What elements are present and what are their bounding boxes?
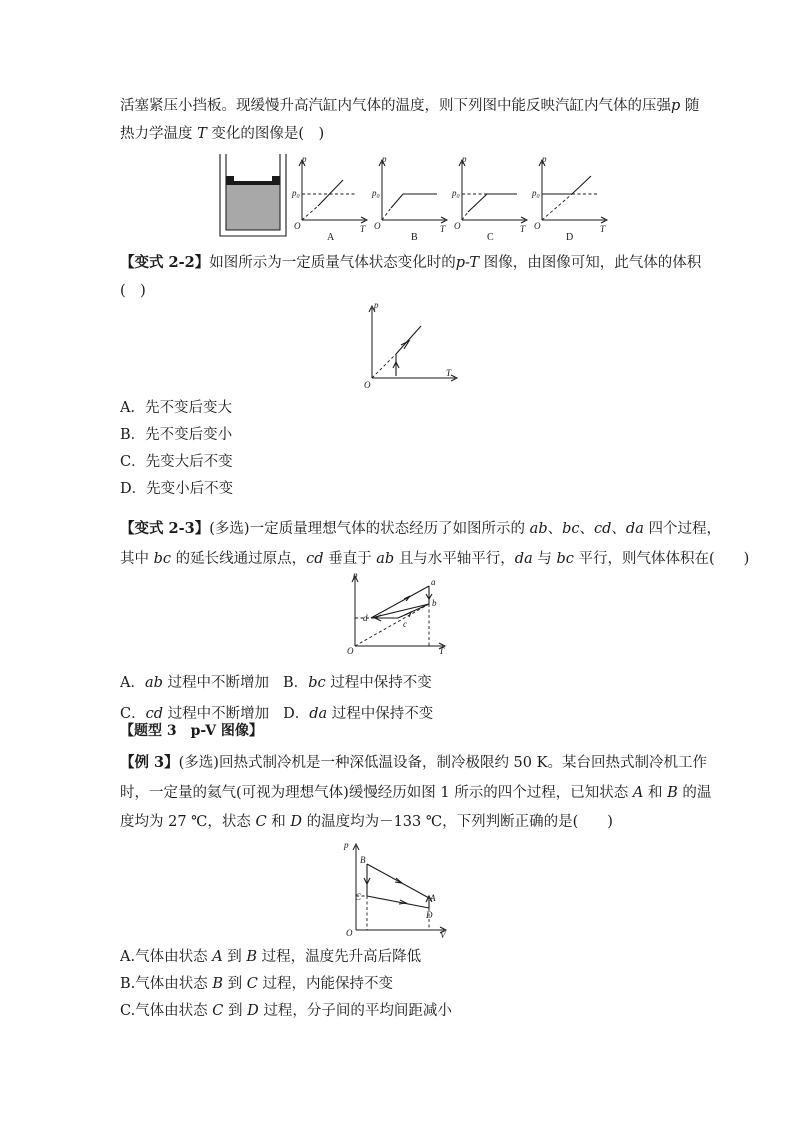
var: B (246, 949, 258, 965)
axis-label-T: T (446, 368, 452, 378)
axis-label-V: V (440, 930, 446, 940)
var-p: p (671, 98, 681, 114)
axis-label-p: p (353, 570, 358, 580)
option-label: B (411, 232, 418, 243)
text: 到 (223, 1003, 248, 1019)
var: bc (308, 675, 326, 691)
ex3-choice-b (120, 974, 393, 994)
ex3-choice-a (120, 947, 421, 967)
axis-label-T: T (520, 224, 526, 234)
figure-v22-pT-graph (360, 300, 470, 392)
p0-label: $p_0$ (292, 188, 300, 200)
var: bc (153, 551, 172, 567)
text: A.气体由状态 (120, 949, 213, 965)
var: cd (306, 551, 324, 567)
v23-choices-ab (120, 673, 432, 693)
question-tag: 【变式 2-3】 (120, 520, 210, 537)
axis-label-T: T (440, 224, 446, 234)
cylinder-diagram (220, 154, 286, 236)
text: 垂直于 (323, 551, 377, 567)
text: 和 (266, 814, 291, 830)
origin-label: O (294, 221, 301, 231)
text: 度均为 27 ℃，状态 (120, 814, 256, 830)
graph-option-c (451, 154, 527, 243)
origin-label: O (347, 646, 354, 656)
text: 过程，温度先升高后降低 (257, 949, 422, 965)
var: ab (144, 675, 163, 691)
graph-option-a (291, 154, 367, 243)
text: 活塞紧压小挡板。现缓慢升高汽缸内气体的温度，则下列图中能反映汽缸内气体的压强 (120, 98, 671, 114)
sep: 、 (579, 521, 595, 537)
point-c-label: c (403, 619, 407, 629)
var: C (212, 1003, 224, 1019)
p0-label: $p_0$ (372, 188, 380, 200)
option-label: C (487, 232, 494, 243)
option-label: A (327, 232, 335, 243)
var: bc (562, 521, 580, 537)
section-heading: 【题型 3 p-V 图像】 (120, 723, 263, 739)
v23-line-1 (120, 519, 721, 539)
figure-ex3-pV-graph (342, 838, 454, 938)
axis-label-T: T (600, 224, 606, 234)
point-b-label: b (432, 598, 437, 608)
var: cd (594, 521, 612, 537)
text: 过程，分子间的平均间距减小 (258, 1003, 452, 1019)
var-pT: p-T (455, 255, 480, 271)
choice-c-prefix: C． (120, 706, 146, 722)
choice-b-prefix: B． (283, 675, 309, 691)
var: ab (376, 551, 395, 567)
question-tag: 【例 3】 (120, 754, 179, 771)
point-a-label: a (431, 577, 436, 587)
var-T: T (197, 126, 207, 142)
choice-b-text: 过程中保持不变 (325, 675, 432, 691)
origin-label: O (454, 221, 461, 231)
text: 到 (222, 949, 247, 965)
p0-label: $p_0$ (532, 188, 540, 200)
choice-a-text: 过程中不断增加 (162, 675, 270, 691)
choice-d-prefix: D． (283, 706, 310, 722)
v22-choice-d: D．先变小后不变 (120, 481, 234, 497)
var: D (290, 814, 302, 830)
axis-label-T: T (439, 646, 445, 656)
text: (多选)一定质量理想气体的状态经历了如图所示的 (209, 521, 530, 537)
axis-label-p: p (302, 154, 307, 164)
graph-option-b (371, 154, 447, 243)
text: 随 (680, 98, 700, 114)
origin-label: O (364, 380, 371, 390)
sep: 、 (547, 521, 563, 537)
axis-label-p: p (462, 154, 467, 164)
ex3-line-3 (120, 812, 613, 832)
point-D-label: D (426, 910, 433, 920)
var: da (309, 706, 328, 722)
v22-line-1 (120, 253, 701, 273)
var: B (667, 785, 678, 801)
text: 变化的图像是( ) (206, 126, 325, 142)
var: C (255, 814, 267, 830)
answer-blank: ( ) (120, 283, 146, 299)
point-B-label: B (360, 855, 366, 865)
var: A (212, 949, 223, 965)
ex3-line-1 (120, 753, 707, 773)
origin-label: O (534, 221, 541, 231)
question-tag: 【变式 2-2】 (120, 254, 210, 271)
text: 到 (223, 976, 247, 992)
ex3-line-2 (120, 783, 711, 803)
text: 的温度均为－133 ℃，下列判断正确的是( ) (301, 814, 613, 830)
text: 且与水平轴平行， (394, 551, 515, 567)
v22-choice-b: B．先不变后变小 (120, 427, 233, 443)
graph-option-d (531, 154, 607, 243)
text: 的延长线通过原点， (171, 551, 307, 567)
var: da (514, 551, 533, 567)
point-C-label: C (355, 892, 362, 902)
text: 和 (643, 785, 668, 801)
v22-choice-c: C．先变大后不变 (120, 454, 233, 470)
var: B (212, 976, 224, 992)
text: 图像，由图像可知，此气体的体积 (479, 255, 702, 271)
text: B.气体由状态 (120, 976, 213, 992)
var: bc (556, 551, 574, 567)
text: 其中 (120, 551, 154, 567)
figure-cylinder-options (210, 150, 606, 243)
choice-a-prefix: A． (120, 675, 145, 691)
text: 平行，则气体体积在( ) (573, 551, 750, 567)
text: 过程，内能保持不变 (257, 976, 393, 992)
text: (多选)回热式制冷机是一种深低温设备，制冷极限约 50 K。某台回热式制冷机工作 (178, 755, 707, 771)
text: 时，一定量的氦气(可视为理想气体)缓慢经历如图 1 所示的四个过程，已知状态 (120, 785, 633, 801)
axis-label-p: p (374, 300, 379, 310)
text: 热力学温度 (120, 126, 198, 142)
axis-label-p: p (542, 154, 547, 164)
text: 的温 (677, 785, 712, 801)
text: 与 (532, 551, 557, 567)
ex3-choice-c (120, 1001, 452, 1021)
origin-label: O (374, 221, 381, 231)
text: 四个过程， (643, 521, 721, 537)
choice-d-text: 过程中保持不变 (327, 706, 434, 722)
text: 如图所示为一定质量气体状态变化时的 (209, 255, 456, 271)
intro-line-2 (120, 124, 324, 144)
intro-line-1 (120, 96, 699, 116)
point-d-label: d (363, 613, 368, 623)
origin-label: O (346, 928, 353, 938)
axis-label-p: p (344, 840, 349, 850)
figure-v23-pT-graph (345, 570, 455, 656)
var: D (247, 1003, 259, 1019)
sep: 、 (611, 521, 626, 537)
axis-label-T: T (360, 224, 366, 234)
var: A (632, 785, 644, 801)
v23-line-2 (120, 549, 749, 569)
var: da (625, 521, 644, 537)
axis-label-p: p (382, 154, 387, 164)
var: cd (145, 706, 164, 722)
text: C.气体由状态 (120, 1003, 213, 1019)
var: C (246, 976, 258, 992)
point-A-label: A (430, 893, 436, 903)
var: ab (529, 521, 548, 537)
option-label: D (566, 232, 574, 243)
p0-label: $p_0$ (452, 188, 460, 200)
v22-choice-a: A．先不变后变大 (120, 400, 232, 416)
choice-c-text: 过程中不断增加 (163, 706, 270, 722)
v22-line-2 (120, 281, 146, 301)
